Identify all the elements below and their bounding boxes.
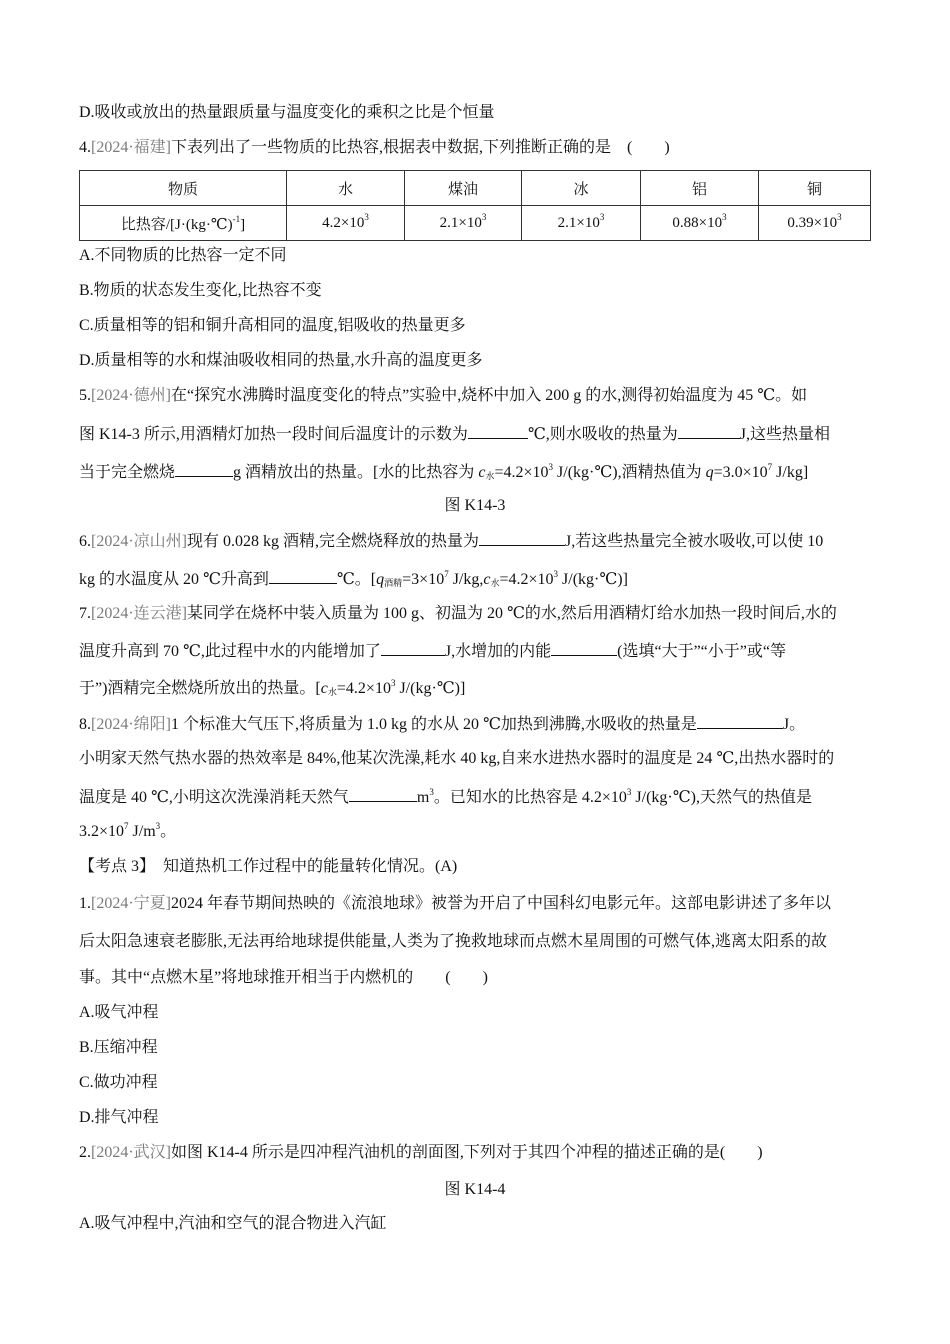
q5-line-1: 5.[2024·德州]在“探究水沸腾时温度变化的特点”实验中,烧杯中加入 200 g 的水,测得初始温度为 45 ℃。如: [79, 387, 808, 404]
answer-paren: ( ): [627, 139, 670, 156]
k1-option-b: B.压缩冲程: [79, 1039, 158, 1056]
q4-stem: 4.[2024·福建]下表列出了一些物质的比热容,根据表中数据,下列推断正确的是 ( ): [79, 139, 670, 156]
q5-line-3: 当于完全燃烧 g 酒精放出的热量。[水的比热容为 $c_水=4.2\times 10^3$ J/(kg·℃),酒精热值为 $q=3.0\times 10^7$ J/kg]: [79, 462, 809, 481]
row-label-cell: 比热容/[J·(kg·℃)$^{-1}$]: [80, 206, 287, 241]
answer-blank[interactable]: [381, 641, 445, 656]
k1-option-c: C.做功冲程: [79, 1074, 158, 1091]
q5-line-2: 图 K14-3 所示,用酒精灯加热一段时间后温度计的示数为 ℃,则水吸收的热量为 J,这些热量相: [79, 426, 831, 443]
answer-blank[interactable]: [175, 462, 233, 477]
q7-line-1: 7.[2024·连云港]某同学在烧杯中装入质量为 100 g、初温为 20 ℃的水,然后用酒精灯给水加热一段时间后,水的: [79, 605, 837, 622]
answer-blank[interactable]: [479, 531, 565, 546]
table-header-cell: 冰: [522, 171, 641, 206]
k2-source: [2024·武汉]: [91, 1144, 171, 1161]
table-cell: $2.1\times 10^3$: [405, 206, 522, 241]
table-header-cell: 铜: [759, 171, 871, 206]
table-cell: $0.39\times 10^3$: [759, 206, 871, 241]
table-header-cell: 铝: [641, 171, 759, 206]
answer-blank[interactable]: [678, 424, 740, 439]
q8-line-3: 温度是 40 ℃,小明这次洗澡消耗天然气 $m^3$。已知水的比热容是 $4.2\times 10^3$ J/(kg·℃),天然气的热值是: [79, 787, 812, 806]
q8-line-4: $3.2\times 10^7$ $J/m^3$。: [79, 821, 177, 840]
table-header-row: [80, 171, 871, 206]
answer-blank[interactable]: [349, 787, 417, 802]
q3-option-d: D.吸收或放出的热量跟质量与温度变化的乘积之比是个恒量: [79, 104, 495, 121]
q4-option-d: D.质量相等的水和煤油吸收相同的热量,水升高的温度更多: [79, 352, 483, 369]
k1-option-d: D.排气冲程: [79, 1109, 159, 1126]
table-header-cell: 煤油: [405, 171, 522, 206]
k1-line-3: 事。其中“点燃木星”将地球推开相当于内燃机的 ( ): [79, 969, 488, 986]
table-header-cell: 物质: [80, 171, 287, 206]
q5-source: [2024·德州]: [91, 387, 171, 404]
specific-heat-table: [79, 170, 871, 241]
q6-line-1: 6.[2024·凉山州]现有 0.028 kg 酒精,完全燃烧释放的热量为 J,若这些热量完全被水吸收,可以使 10: [79, 533, 824, 550]
k2-option-a: A.吸气冲程中,汽油和空气的混合物进入汽缸: [79, 1215, 387, 1232]
q7-line-2: 温度升高到 70 ℃,此过程中水的内能增加了 J,水增加的内能 (选填“大于”“小于”或“等: [79, 643, 786, 660]
answer-blank[interactable]: [697, 714, 783, 729]
q4-source: [2024·福建]: [91, 139, 171, 156]
q8-source: [2024·绵阳]: [91, 716, 171, 733]
table-row: [80, 206, 871, 241]
answer-blank[interactable]: [551, 641, 617, 656]
k2-stem: 2.[2024·武汉]如图 K14-4 所示是四冲程汽油机的剖面图,下列对于其四个冲程的描述正确的是( ): [79, 1144, 763, 1161]
answer-paren: ( ): [445, 969, 488, 986]
answer-paren: ( ): [719, 1144, 763, 1161]
figure-caption-k14-4: 图 K14-4: [444, 1181, 506, 1198]
k1-line-2: 后太阳急速衰老膨胀,无法再给地球提供能量,人类为了挽救地球而点燃木星周围的可燃气体,逃离太阳系的故: [79, 933, 828, 950]
table-cell: $2.1\times 10^3$: [522, 206, 641, 241]
key-point-3-heading: 【考点 3】 知道热机工作过程中的能量转化情况。(A): [79, 858, 458, 875]
q4-option-b: B.物质的状态发生变化,比热容不变: [79, 282, 322, 299]
table-cell: $4.2\times 10^3$: [287, 206, 405, 241]
q7-source: [2024·连云港]: [91, 605, 187, 622]
q6-line-2: kg 的水温度从 20 ℃升高到 ℃。[$q_{酒精}=3\times 10^7$ $J/kg,c_水=4.2\times 10^3$ J/(kg·℃)]: [79, 569, 628, 588]
q4-option-c: C.质量相等的铝和铜升高相同的温度,铝吸收的热量更多: [79, 317, 466, 334]
k1-line-1: 1.[2024·宁夏]2024 年春节期间热映的《流浪地球》被誉为开启了中国科幻电影元年。这部电影讲述了多年以: [79, 895, 832, 912]
answer-blank[interactable]: [269, 569, 337, 584]
answer-blank[interactable]: [468, 424, 528, 439]
k1-source: [2024·宁夏]: [91, 895, 171, 912]
figure-caption-k14-3: 图 K14-3: [444, 497, 506, 514]
q6-source: [2024·凉山州]: [91, 533, 187, 550]
table-header-cell: 水: [287, 171, 405, 206]
q7-line-3: 于”)酒精完全燃烧所放出的热量。[$c_水=4.2\times 10^3$ J/(kg·℃)]: [79, 678, 466, 697]
q8-line-1: 8.[2024·绵阳]1 个标准大气压下,将质量为 1.0 kg 的水从 20 ℃加热到沸腾,水吸收的热量是 J。: [79, 716, 806, 733]
q4-option-a: A.不同物质的比热容一定不同: [79, 247, 287, 264]
k1-option-a: A.吸气冲程: [79, 1004, 159, 1021]
table-cell: $0.88\times 10^3$: [641, 206, 759, 241]
q8-line-2: 小明家天然气热水器的热效率是 84%,他某次洗澡,耗水 40 kg,自来水进热水器时的温度是 24 ℃,出热水器时的: [79, 750, 835, 767]
